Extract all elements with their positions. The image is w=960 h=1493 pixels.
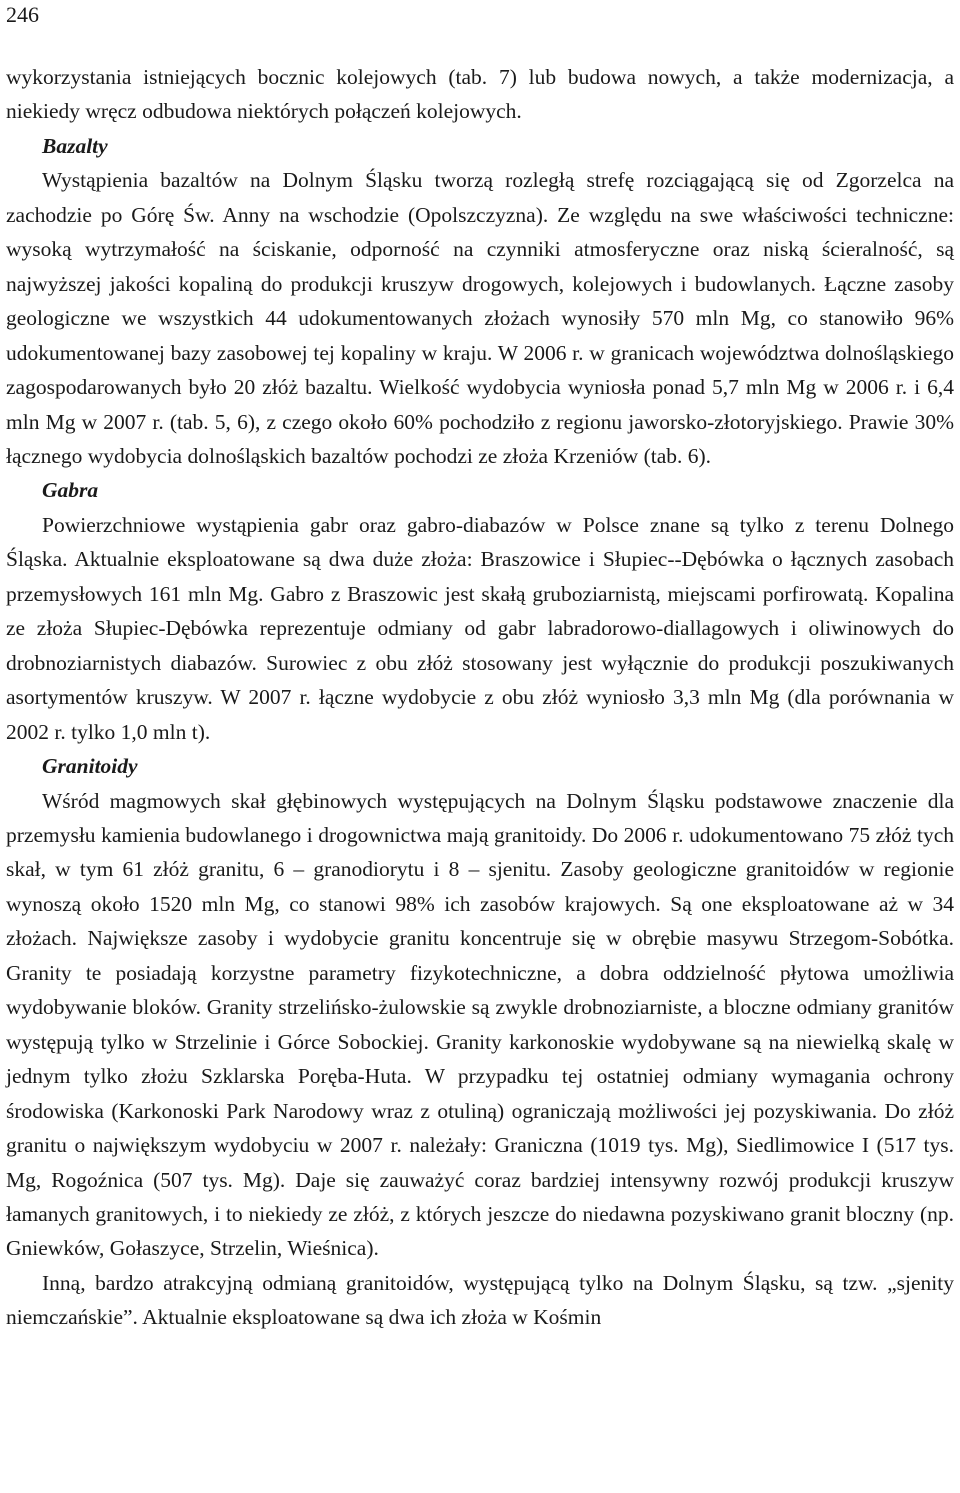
- paragraph-granitoidy-2: Inną, bardzo atrakcyjną odmianą granitoidów, występującą tylko na Dolnym Śląsku, są tzw. „sjenity niemczańskie”. Aktualnie eksploatowane są dwa ich złoża w Kośmin: [6, 1270, 954, 1330]
- page-number: 246: [6, 2, 39, 27]
- paragraph-gabra: Powierzchniowe wystąpienia gabr oraz gabro-diabazów w Polsce znane są tylko z terenu Dolnego Śląska. Aktualnie eksploatowane są dwa duże złoża: Braszowice i Słupiec--Dębówka o łącznych zasobach przemysłowych 161 mln Mg. Gabro z Braszowic jest skałą gruboziarnistą, miejscami porfirowatą. Kopalina ze złoża Słupiec-Dębówka reprezentuje odmiany od gabr labradorowo-diallagowych i oliwinowych do drobnoziarnistych diabazów. Surowiec z obu złóż stosowany jest wyłącznie do produkcji poszukiwanych asortymentów kruszyw. W 2007 r. łączne wydobycie z obu złóż wyniosło 3,3 mln Mg (dla porównania w 2002 r. tylko 1,0 mln t).: [6, 512, 954, 744]
- section-heading-bazalty: Bazalty: [42, 133, 108, 158]
- continuation-paragraph: wykorzystania istniejących bocznic kolejowych (tab. 7) lub budowa nowych, a także modernizacja, a niekiedy wręcz odbudowa niektórych połączeń kolejowych.: [6, 65, 954, 124]
- paragraph-granitoidy-1: Wśród magmowych skał głębinowych występujących na Dolnym Śląsku podstawowe znaczenie dla przemysłu kamienia budowlanego i drogownictwa mają granitoidy. Do 2006 r. udokumentowano 75 złóż tych skał, w tym 61 złóż granitu, 6 – granodiorytu i 8 – sjenitu. Zasoby geologiczne granitoidów w regionie wynoszą około 1520 mln Mg, co stanowi 98% ich zasobów krajowych. Są one eksploatowane aż w 34 złożach. Największe zasoby i wydobycie granitu koncentruje się w obrębie masywu Strzegom-Sobótka. Granity te posiadają korzystne parametry fizykotechniczne, a dobra oddzielność płytowa umożliwia wydobywanie bloków. Granity strzelińsko-żulowskie są zwykle drobnoziarniste, a bloczne odmiany granitów występują tylko w Strzelinie i Górce Sobockiej. Granity karkonoskie wydobywane są na niewielką skalę w jednym tylko złożu Szklarska Poręba-Huta. W przypadku tej ostatniej odmiany wymagania ochrony środowiska (Karkonoski Park Narodowy wraz z otuliną) ograniczają możliwości jej pozyskiwania. Do złóż granitu o największym wydobyciu w 2007 r. należały: Graniczna (1019 tys. Mg), Siedlimowice I (517 tys. Mg, Rogoźnica (507 tys. Mg). Daje się zauważyć coraz bardziej intensywny rozwój produkcji kruszyw łamanych granitowych, i to niekiedy ze złóż, z których jeszcze do niedawna pozyskiwano granit bloczny (np. Gniewków, Gołaszyce, Strzelin, Wieśnica).: [6, 788, 954, 1261]
- body-text: [6, 60, 954, 1335]
- section-heading-gabra: Gabra: [42, 478, 99, 503]
- paragraph-bazalty: Wystąpienia bazaltów na Dolnym Śląsku tworzą rozległą strefę rozciągającą się od Zgorzelca na zachodzie po Górę Św. Anny na wschodzie (Opolszczyzna). Ze względu na swe właściwości techniczne: wysoką wytrzymałość na ściskanie, odporność na czynniki atmosferyczne oraz niską ścieralność, są najwyższej jakości kopaliną do produkcji kruszyw drogowych, kolejowych i budowlanych. Łączne zasoby geologiczne we wszystkich 44 udokumentowanych złożach wynosiły 570 mln Mg, co stanowiło 96% udokumentowanej bazy zasobowej tej kopaliny w kraju. W 2006 r. w granicach województwa dolnośląskiego zagospodarowanych było 20 złóż bazaltu. Wielkość wydobycia wyniosła ponad 5,7 mln Mg w 2006 r. i 6,4 mln Mg w 2007 r. (tab. 5, 6), z czego około 60% pochodziło z regionu jaworsko-złotoryjskiego. Prawie 30% łącznego wydobycia dolnośląskich bazaltów pochodzi ze złoża Krzeniów (tab. 6).: [6, 168, 954, 468]
- section-heading-granitoidy: Granitoidy: [42, 754, 138, 779]
